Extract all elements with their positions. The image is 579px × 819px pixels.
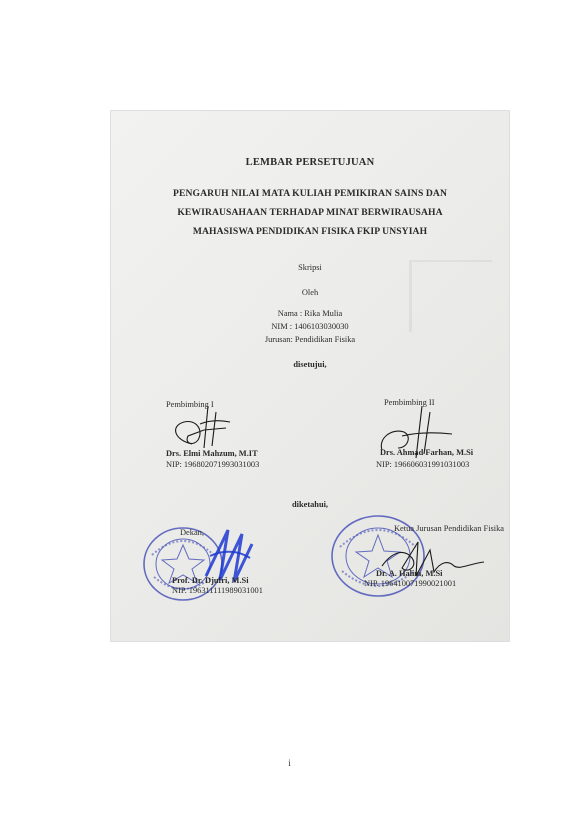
document-type: Skripsi bbox=[298, 263, 322, 272]
supervisor-2-role: Pembimbing II bbox=[384, 398, 435, 407]
acknowledged-label: diketahui, bbox=[291, 500, 329, 509]
document-heading: LEMBAR PERSETUJUAN bbox=[245, 157, 375, 168]
student-major: Jurusan: Pendidikan Fisika bbox=[264, 335, 356, 344]
supervisor-1-signature bbox=[164, 400, 244, 455]
supervisor-1-nip: NIP: 196802071993031003 bbox=[166, 460, 260, 469]
page-number: i bbox=[288, 758, 291, 768]
student-name: Nama : Rika Mulia bbox=[277, 309, 343, 318]
dean-nip: NIP. 196311111989031001 bbox=[172, 586, 263, 595]
head-of-dept-role: Ketua Jurusan Pendidikan Fisika bbox=[394, 524, 505, 533]
title-line-2: KEWIRAUSAHAAN TERHADAP MINAT BERWIRAUSAHA bbox=[177, 207, 443, 218]
supervisor-1-role: Pembimbing I bbox=[166, 400, 214, 409]
title-line-1: PENGARUH NILAI MATA KULIAH PEMIKIRAN SAINS DAN bbox=[173, 188, 447, 199]
supervisor-1-name: Drs. Elmi Mahzum, M.IT bbox=[166, 449, 258, 458]
head-of-dept-name: Dr. A. Halim, M.Si bbox=[376, 569, 443, 578]
dean-name: Prof. Dr. Djufri, M.Si bbox=[172, 576, 249, 585]
supervisor-2-name: Drs. Ahmad Farhan, M.Si bbox=[380, 448, 474, 457]
supervisor-2-nip: NIP: 196606031991031003 bbox=[376, 460, 470, 469]
approved-label: disetujui, bbox=[293, 360, 327, 369]
dean-role: Dekan, bbox=[180, 528, 204, 537]
student-nim: NIM : 1406103030030 bbox=[271, 322, 349, 331]
title-line-3: MAHASISWA PENDIDIKAN FISIKA FKIP UNSYIAH bbox=[192, 226, 428, 237]
by-label: Oleh bbox=[301, 288, 319, 297]
scanned-document-photo bbox=[110, 110, 510, 642]
head-of-dept-nip: NIP. 196410071990021001 bbox=[364, 579, 457, 588]
